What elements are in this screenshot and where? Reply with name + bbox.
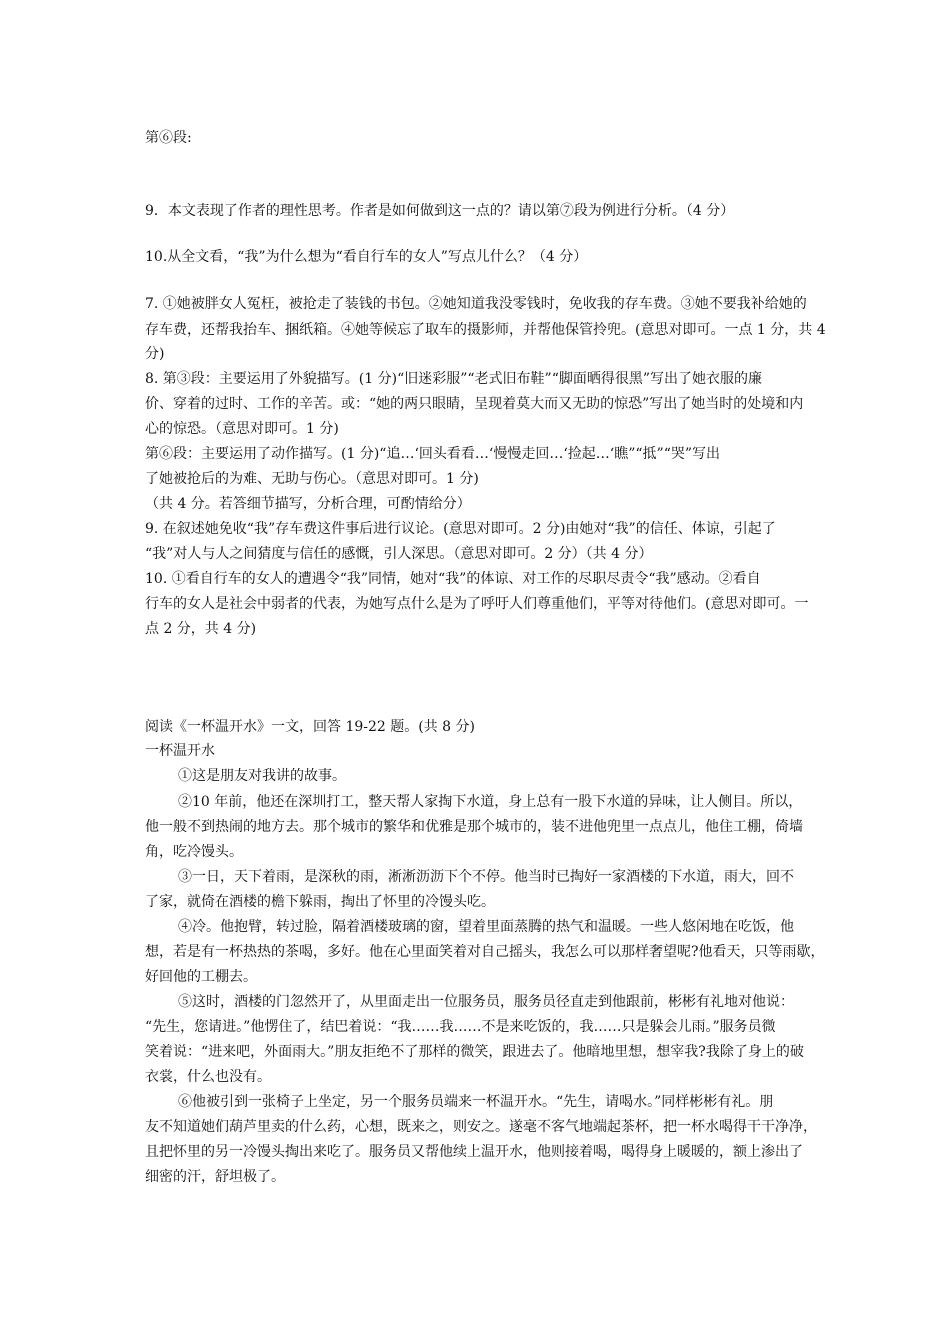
reading-paragraph-line: 好回他的工棚去。 — [145, 969, 257, 985]
reading-paragraph-line: 且把怀里的另一冷馒头掏出来吃了。服务员又帮他续上温开水，他则接着喝，喝得身上暖暖的，额上渗出了 — [145, 1144, 803, 1160]
question-10: 10.从全文看，“我”为什么想为“看自行车的女人”写点儿什么？（4 分） — [145, 249, 588, 265]
reading-paragraph-line: 衣裳，什么也没有。 — [145, 1069, 271, 1085]
answer-10-line: 行车的女人是社会中弱者的代表，为她写点什么是为了呼吁人们尊重他们，平等对待他们。(意思对即可。一 — [145, 596, 809, 612]
reading-intro: 阅读《一杯温开水》一文，回答 19-22 题。(共 8 分) — [145, 719, 475, 735]
reading-paragraph-line: 角，吃冷馒头。 — [145, 844, 243, 860]
reading-paragraph-line: 他一般不到热闹的地方去。那个城市的繁华和优雅是那个城市的，装不进他兜里一点点儿，他住工棚，倚墙 — [145, 819, 803, 835]
reading-paragraph-line: ③一日，天下着雨，是深秋的雨，淅淅沥沥下个不停。他当时已掏好一家酒楼的下水道，雨大，回不 — [178, 869, 794, 885]
answer-8-line: （共 4 分。若答细节描写，分析合理，可酌情给分） — [145, 496, 471, 512]
reading-paragraph-line: ④冷。他抱臂，转过脸，隔着酒楼玻璃的窗，望着里面蒸腾的热气和温暖。一些人悠闲地在吃饭，他 — [178, 919, 794, 935]
answer-8-line: 价、穿着的过时、工作的辛苦。或：“她的两只眼睛，呈现着莫大而又无助的惊恐”写出了她当时的处境和内 — [145, 396, 804, 412]
answer-9-line: 9. 在叙述她免收“我”存车费这件事后进行议论。(意思对即可。2 分)由她对“我”的信任、体谅，引起了 — [145, 521, 776, 537]
answer-7-line: 存车费，还帮我抬车、捆纸箱。④她等候忘了取车的摄影师，并帮他保管拎兜。(意思对即可。一点 1 分，共 4 — [145, 322, 826, 338]
reading-paragraph-line: 了家，就倚在酒楼的檐下躲雨，掏出了怀里的冷馒头吃。 — [145, 894, 495, 910]
reading-paragraph-line: 想，若是有一杯热热的茶喝，多好。他在心里面笑着对自己摇头，我怎么可以那样奢望呢?他看天，只等雨歇， — [145, 944, 825, 960]
reading-paragraph-line: ⑥他被引到一张椅子上坐定，另一个服务员端来一杯温开水。“先生，请喝水。”同样彬彬有礼。朋 — [178, 1094, 774, 1110]
reading-paragraph-line: 细密的汗，舒坦极了。 — [145, 1169, 285, 1185]
answer-10-line: 10. ①看自行车的女人的遭遇令“我”同情，她对“我”的体谅、对工作的尽职尽责令“我”感动。②看自 — [145, 571, 761, 587]
reading-paragraph-line: 友不知道她们葫芦里卖的什么药，心想，既来之，则安之。遂毫不客气地端起茶杯，把一杯水喝得干干净净， — [145, 1119, 817, 1135]
question-9: 9．本文表现了作者的理性思考。作者是如何做到这一点的？请以第⑦段为例进行分析。（4 分） — [145, 203, 735, 219]
para6-label: 第⑥段: — [145, 130, 192, 146]
reading-paragraph-line: ⑤这时，酒楼的门忽然开了，从里面走出一位服务员，服务员径直走到他跟前，彬彬有礼地对他说： — [178, 994, 794, 1010]
reading-paragraph-line: 笑着说：“进来吧，外面雨大。”朋友拒绝不了那样的微笑，跟进去了。他暗地里想，想宰我?我除了身上的破 — [145, 1044, 804, 1060]
reading-paragraph-line: ①这是朋友对我讲的故事。 — [178, 768, 346, 784]
reading-paragraph-line: ②10 年前，他还在深圳打工，整天帮人家掏下水道，身上总有一股下水道的异味，让人侧目。所以， — [178, 794, 803, 810]
answer-8-line: 了她被抢后的为难、无助与伤心。（意思对即可。1 分) — [145, 471, 479, 487]
answer-10-line: 点 2 分，共 4 分) — [145, 621, 257, 637]
reading-paragraph-line: “先生，您请进。”他愣住了，结巴着说：“我……我……不是来吃饭的，我……只是躲会儿雨。”服务员微 — [145, 1019, 776, 1035]
reading-title: 一杯温开水 — [145, 743, 215, 759]
answer-8-line: 心的惊恐。（意思对即可。1 分) — [145, 421, 339, 437]
answer-8-line: 第⑥段：主要运用了动作描写。(1 分)“追…‘回头看看…‘慢慢走回…‘捡起…‘瞧”“抵”“哭”写出 — [145, 446, 721, 462]
answer-7-line: 分) — [145, 346, 165, 362]
answer-7-line: 7. ①她被胖女人冤枉，被抢走了装钱的书包。②她知道我没零钱时，免收我的存车费。③她不要我补给她的 — [145, 296, 807, 312]
answer-9-line: “我”对人与人之间猜度与信任的感慨，引人深思。（意思对即可。2 分）（共 4 分） — [145, 546, 653, 562]
answer-8-line: 8. 第③段：主要运用了外貌描写。(1 分)“旧迷彩服”“老式旧布鞋”“脚面晒得很黑”写出了她衣服的廉 — [145, 371, 763, 387]
